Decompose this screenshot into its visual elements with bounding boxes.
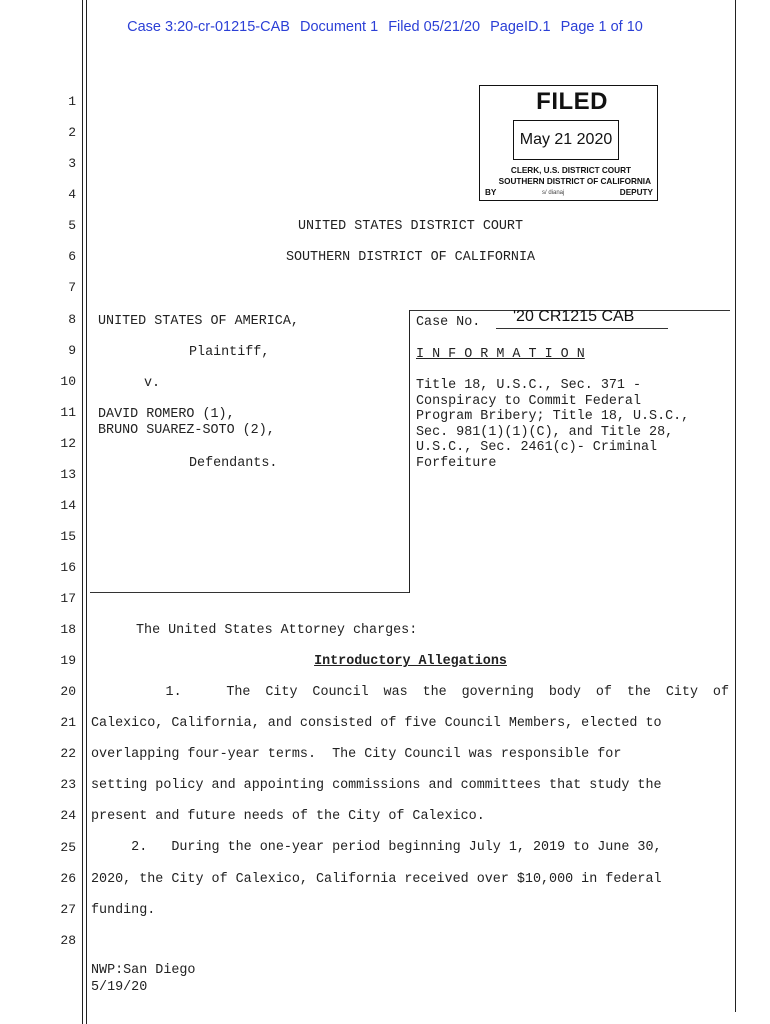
line-number: 21	[60, 715, 76, 730]
section-heading: Introductory Allegations	[314, 654, 507, 669]
header-filed-date: Filed 05/21/20	[388, 19, 481, 35]
charge-line: Sec. 981(1)(1)(C), and Title 28,	[416, 424, 674, 440]
case-number-underline	[496, 328, 668, 329]
line-number: 26	[60, 871, 76, 886]
filing-header	[0, 19, 770, 35]
line-number: 12	[60, 436, 76, 451]
line-number: 16	[60, 560, 76, 575]
court-district: SOUTHERN DISTRICT OF CALIFORNIA	[285, 250, 536, 265]
defendant-2: BRUNO SUAREZ-SOTO (2),	[98, 423, 275, 438]
header-page-id: PageID.1	[490, 19, 551, 35]
plaintiff-role: Plaintiff,	[189, 345, 270, 360]
charge-line: Title 18, U.S.C., Sec. 371 -	[416, 378, 641, 393]
charge-line: Conspiracy to Commit Federal	[416, 393, 641, 409]
line-number: 2	[68, 125, 76, 140]
body-line: funding.	[91, 903, 156, 918]
plaintiff-name: UNITED STATES OF AMERICA,	[98, 314, 299, 329]
caption-bottom-rule	[90, 592, 410, 593]
line-number: 6	[68, 249, 76, 264]
charge-line: Program Bribery; Title 18, U.S.C.,	[416, 409, 690, 425]
right-margin-rule	[735, 0, 736, 1012]
footer-date: 5/19/20	[91, 980, 148, 995]
stamp-signature: s/ dianaj	[542, 190, 565, 196]
document-type: I N F O R M A T I O N	[416, 347, 585, 362]
court-name: UNITED STATES DISTRICT COURT	[298, 219, 523, 234]
line-number: 17	[60, 591, 76, 606]
line-number: 23	[60, 777, 76, 792]
line-number: 28	[60, 933, 76, 948]
header-page-count: Page 1 of 10	[560, 19, 643, 35]
line-number: 3	[68, 156, 76, 171]
line-number: 27	[60, 902, 76, 917]
left-margin-rule-outer	[82, 0, 83, 1024]
header-document: Document 1	[299, 19, 379, 35]
body-line: Calexico, California, and consisted of five Council Members, elected to	[91, 716, 662, 731]
line-number: 8	[68, 312, 76, 327]
line-number: 22	[60, 746, 76, 761]
line-number: 24	[60, 808, 76, 823]
body-line: setting policy and appointing commissions and committees that study the	[91, 778, 662, 793]
line-number: 1	[68, 94, 76, 109]
charges	[416, 378, 689, 472]
case-number: '20 CR1215 CAB	[513, 308, 635, 325]
stamp-district-line: SOUTHERN DISTRICT OF CALIFORNIA	[498, 177, 651, 186]
body-line: present and future needs of the City of Calexico.	[91, 809, 485, 824]
charge-line: Forfeiture	[416, 455, 497, 471]
line-number: 15	[60, 529, 76, 544]
line-number: 4	[68, 187, 76, 202]
line-number: 25	[60, 840, 76, 855]
body-line: 2020, the City of Calexico, California received over $10,000 in federal	[91, 872, 662, 887]
defendants-role: Defendants.	[189, 456, 278, 471]
left-margin-rule-inner	[86, 0, 87, 1024]
case-number-label: Case No.	[416, 315, 481, 330]
filed-stamp	[479, 85, 658, 201]
line-number: 20	[60, 684, 76, 699]
body-line: 2. During the one-year period beginning July 1, 2019 to June 30,	[91, 840, 662, 855]
line-number: 19	[60, 653, 76, 668]
body-line: 1. The City Council was the governing body of the City of	[91, 685, 729, 700]
line-number: 7	[68, 280, 76, 295]
line-number: 14	[60, 498, 76, 513]
line-number: 9	[68, 343, 76, 358]
stamp-clerk-line: CLERK, U.S. DISTRICT COURT	[510, 166, 631, 175]
opening-statement: The United States Attorney charges:	[136, 623, 418, 638]
body-line: overlapping four-year terms. The City Council was responsible for	[91, 747, 622, 762]
line-number: 18	[60, 622, 76, 637]
stamp-title: FILED	[536, 88, 608, 115]
caption-divider	[409, 310, 410, 593]
defendant-1: DAVID ROMERO (1),	[98, 407, 235, 422]
stamp-by-label: BY	[485, 188, 497, 197]
line-number: 13	[60, 467, 76, 482]
line-number: 10	[60, 374, 76, 389]
versus: v.	[144, 376, 161, 391]
footer-office: NWP:San Diego	[91, 963, 196, 978]
line-number: 5	[68, 218, 76, 233]
line-number: 11	[60, 405, 76, 420]
header-case-number: Case 3:20-cr-01215-CAB	[127, 19, 290, 35]
stamp-date: May 21 2020	[513, 120, 619, 160]
charge-line: U.S.C., Sec. 2461(c)- Criminal	[416, 440, 658, 456]
stamp-deputy-label: DEPUTY	[619, 188, 653, 197]
